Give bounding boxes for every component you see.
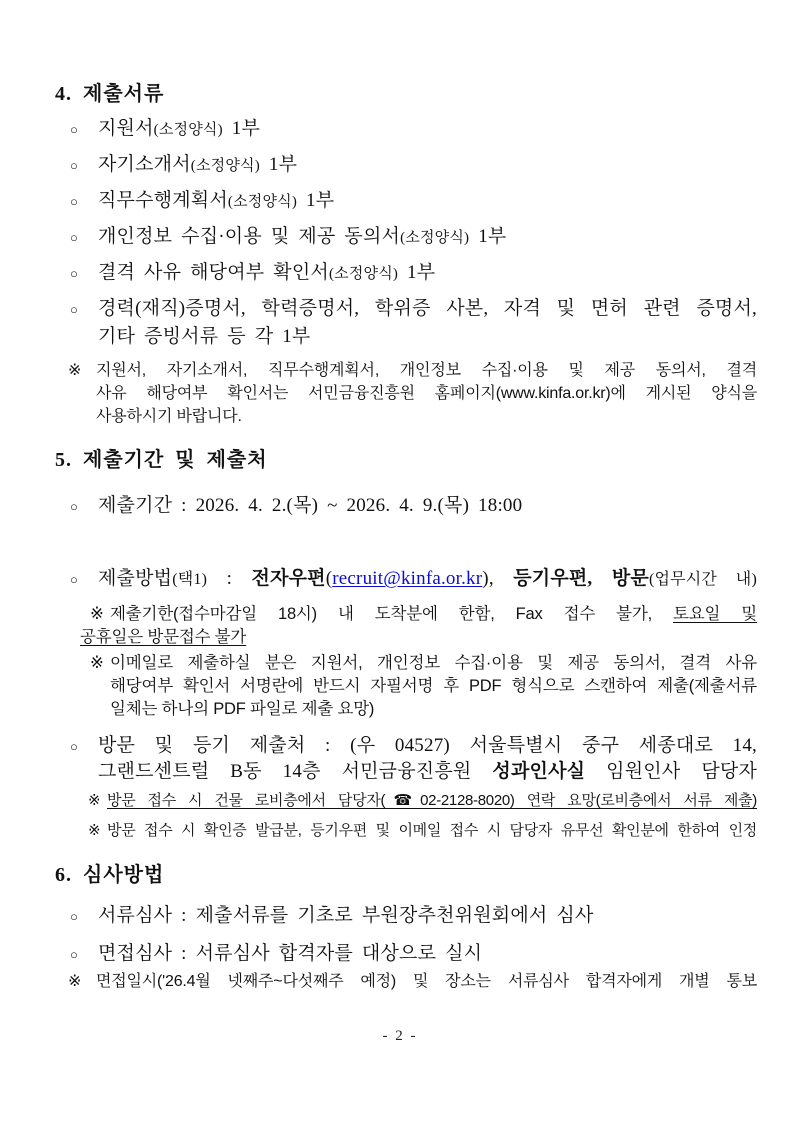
item-count: 1부 [259, 154, 298, 175]
list-item [55, 223, 757, 252]
item-text: 지원서 [98, 118, 154, 139]
address-line [98, 759, 757, 785]
list-item [55, 259, 757, 288]
reference-mark-icon: ※ [88, 822, 101, 839]
interview-schedule-note [55, 970, 757, 993]
note-text: 제출기한(접수마감일 18시) 내 도착분에 한함, Fax 접수 불가, [110, 605, 674, 623]
note-line: 사용하시기 바랍니다. [96, 408, 242, 425]
item-count: 1부 [398, 262, 436, 283]
section-5-heading: 5. 제출기간 및 제출처 [55, 449, 268, 471]
note-text-underlined: 방문 접수 시 건물 로비층에서 담당자(☎02-2128-8020) 연락 요망(로비층에서 서류 제출) [107, 792, 757, 809]
address-text: 임원인사 담당자 [585, 761, 757, 782]
document-review-item [55, 902, 757, 930]
submission-method-item [55, 565, 757, 594]
deadline-note [55, 603, 757, 649]
receipt-confirmation-note [55, 819, 757, 842]
submission-period-item [55, 492, 757, 520]
method-colon: : [207, 568, 252, 589]
circle-bullet-icon: ○ [70, 572, 79, 587]
method-option: (택1) [172, 571, 208, 588]
paren: ( [325, 568, 333, 589]
circle-bullet-icon: ○ [70, 230, 79, 245]
note-line: 지원서, 자기소개서, 직무수행계획서, 개인정보 수집·이용 및 제공 동의서, 결격 [96, 362, 757, 379]
lobby-contact-note [55, 789, 757, 812]
circle-bullet-icon: ○ [70, 302, 79, 317]
note-line: 사유 해당여부 확인서는 서민금융진흥원 홈페이지(www.kinfa.or.kr)에 게시된 양식을 [96, 385, 757, 402]
note-line: 해당여부 확인서 서명란에 반드시 자필서명 후 PDF 형식으로 스캔하여 제출(제출서류 [110, 677, 757, 695]
section-4-note [55, 359, 757, 428]
address-text: 그랜드센트럴 B동 14층 서민금융진흥원 [98, 761, 493, 782]
note-line: 일체는 하나의 PDF 파일로 제출 요망) [110, 700, 375, 718]
item-text: 결격 사유 해당여부 확인서 [98, 262, 329, 283]
section-6-heading: 6. 심사방법 [55, 864, 165, 886]
item-form-note: (소정양식) [227, 194, 298, 210]
reference-mark-icon: ※ [88, 792, 101, 809]
reference-mark-icon: ※ [90, 654, 104, 672]
method-email-label: 전자우편 [251, 568, 326, 589]
circle-bullet-icon: ○ [70, 266, 79, 281]
circle-bullet-icon: ○ [70, 499, 79, 514]
item-count: 1부 [222, 118, 261, 139]
reference-mark-icon: ※ [68, 362, 82, 379]
address-line: 방문 및 등기 제출처 : (우 04527) 서울특별시 중구 세종대로 14, [98, 735, 757, 756]
note-text: 면접일시('26.4월 넷째주~다섯째주 예정) 및 장소는 서류심사 합격자에게 개별 통보 [96, 973, 757, 990]
method-others: 등기우편, 방문 [513, 568, 649, 589]
list-item [55, 115, 757, 144]
item-form-note: (소정양식) [328, 266, 399, 282]
review-text: 서류심사 : 제출서류를 기초로 부원장추천위원회에서 심사 [98, 905, 594, 926]
list-item [55, 187, 757, 216]
paren: ), [482, 568, 514, 589]
circle-bullet-icon: ○ [70, 122, 79, 137]
page-number: - 2 - [382, 1028, 418, 1044]
circle-bullet-icon: ○ [70, 739, 79, 754]
note-text-underlined: 공휴일은 방문접수 불가 [80, 628, 247, 646]
note-line: 이메일로 제출하실 분은 지원서, 개인정보 수집·이용 및 제공 동의서, 결격 사유 [110, 654, 757, 672]
note-text-underlined: 토요일 및 [673, 605, 758, 623]
interview-text: 면접심사 : 서류심사 합격자를 대상으로 실시 [98, 943, 483, 964]
item-count: 1부 [297, 190, 335, 211]
list-item [55, 295, 757, 351]
section-4-heading: 4. 제출서류 [55, 83, 165, 105]
visit-mail-address-item [55, 733, 757, 785]
reference-mark-icon: ※ [90, 605, 104, 623]
period-text: 제출기간 : 2026. 4. 2.(목) ~ 2026. 4. 9.(목) 18:00 [98, 495, 523, 516]
note-text: 방문 접수 시 확인증 발급분, 등기우편 및 이메일 접수 시 담당자 유무선 확인분에 한하여 인정 [107, 822, 757, 839]
interview-review-item [55, 940, 757, 968]
note-line [55, 626, 757, 649]
note-line [55, 603, 757, 626]
email-link[interactable]: recruit@kinfa.or.kr [332, 568, 483, 589]
address-department: 성과인사실 [492, 761, 586, 782]
item-form-note: (소정양식) [190, 158, 260, 174]
circle-bullet-icon: ○ [70, 194, 79, 209]
item-form-note: (소정양식) [153, 122, 223, 138]
item-text: 직무수행계획서 [98, 190, 228, 211]
item-text: 개인정보 수집·이용 및 제공 동의서 [98, 226, 401, 247]
item-form-note: (소정양식) [400, 230, 470, 246]
item-line: 기타 증빙서류 등 각 1부 [98, 326, 311, 347]
reference-mark-icon: ※ [68, 973, 82, 990]
circle-bullet-icon: ○ [70, 947, 79, 962]
method-hours-note: (업무시간 내) [648, 571, 757, 588]
method-label: 제출방법 [98, 568, 173, 589]
item-text: 자기소개서 [98, 154, 191, 175]
list-item [55, 151, 757, 180]
circle-bullet-icon: ○ [70, 909, 79, 924]
item-line: 경력(재직)증명서, 학력증명서, 학위증 사본, 자격 및 면허 관련 증명서, [98, 298, 757, 319]
email-submission-note [55, 652, 757, 721]
item-count: 1부 [469, 226, 507, 247]
circle-bullet-icon: ○ [70, 158, 79, 173]
